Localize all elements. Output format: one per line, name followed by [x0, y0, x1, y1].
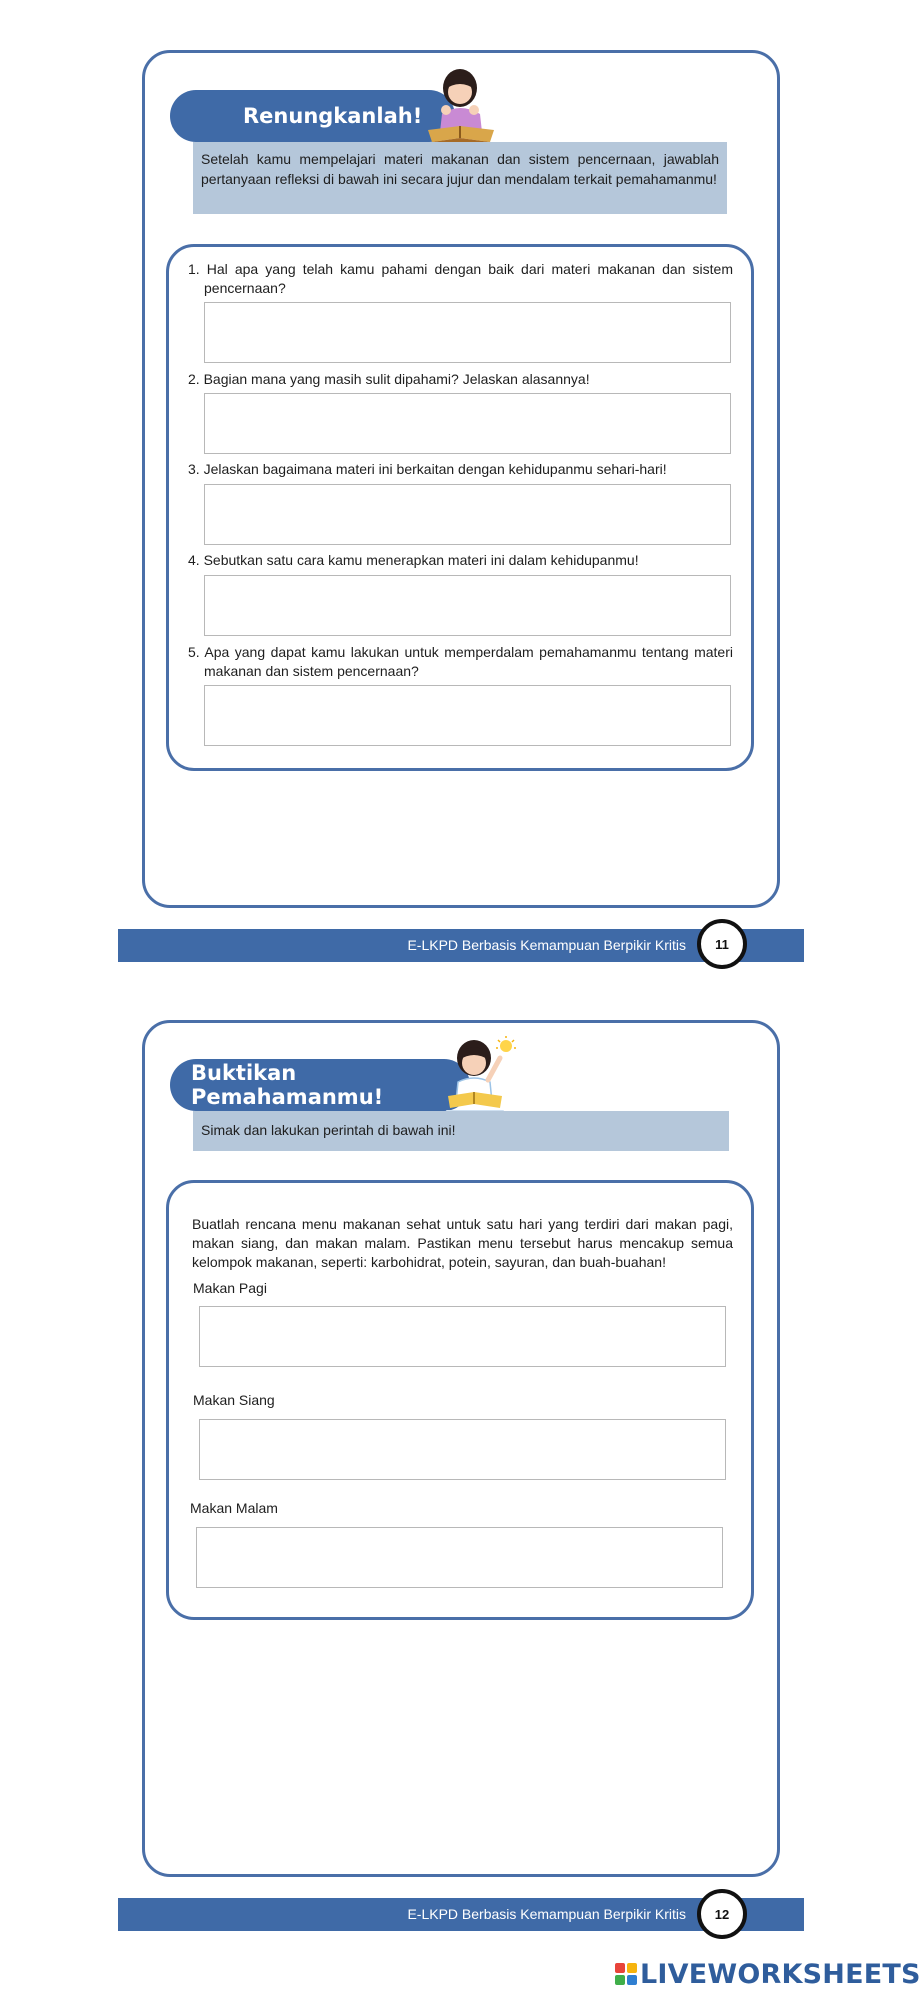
question-2: 2. Bagian mana yang masih sulit dipahami? Jelaskan alasannya!: [188, 371, 590, 387]
page-11-intro-text: Setelah kamu mempelajari materi makanan dan sistem pencernaan, jawablah pertanyaan refleksi di bawah ini secara jujur dan mendalam terkait pemahamanmu!: [201, 151, 719, 187]
question-3: 3. Jelaskan bagaimana materi ini berkaitan dengan kehidupanmu sehari-hari!: [188, 461, 667, 477]
question-1: 1. Hal apa yang telah kamu pahami dengan baik dari materi makanan dan sistem pencernaan?: [188, 261, 733, 296]
meal-answer-siang[interactable]: [199, 1419, 726, 1480]
logo-tile-yellow: [627, 1963, 637, 1973]
logo-tile-green: [615, 1975, 625, 1985]
meal-answer-malam[interactable]: [196, 1527, 723, 1588]
section-title-buktikan: [170, 1059, 470, 1111]
liveworksheets-logo-icon: [615, 1963, 637, 1985]
liveworksheets-brand[interactable]: [615, 1958, 921, 1990]
menu-instruction: Buatlah rencana menu makanan sehat untuk satu hari yang terdiri dari makan pagi, makan siang, dan makan malam. Pastikan menu tersebut harus mencakup semua kelompok makanan, seperti: karbohidrat, potein, sayuran, dan buah-buahan!: [192, 1216, 733, 1270]
meal-label-pagi: Makan Pagi: [193, 1280, 267, 1296]
girl-idea-illustration: [446, 1036, 518, 1114]
footer-text: E-LKPD Berbasis Kemampuan Berpikir Kritis: [407, 1906, 686, 1922]
girl-reading-illustration: [424, 68, 500, 148]
answer-box-4[interactable]: [204, 575, 731, 636]
answer-box-1[interactable]: [204, 302, 731, 363]
meal-label-malam: Makan Malam: [190, 1500, 278, 1516]
page-12-intro-text: Simak dan lakukan perintah di bawah ini!: [201, 1122, 456, 1138]
meal-answer-pagi[interactable]: [199, 1306, 726, 1367]
meal-label-siang: Makan Siang: [193, 1392, 275, 1408]
section-title-text: Renungkanlah!: [243, 104, 423, 128]
section-title-text: Buktikan Pemahamanmu!: [191, 1061, 384, 1109]
answer-box-3[interactable]: [204, 484, 731, 545]
page-12-intro: [193, 1111, 729, 1151]
footer-text: E-LKPD Berbasis Kemampuan Berpikir Kritis: [407, 937, 686, 953]
brand-name: LIVEWORKSHEETS: [640, 1958, 921, 1990]
page-number-12: 12: [697, 1889, 747, 1939]
logo-tile-blue: [627, 1975, 637, 1985]
logo-tile-red: [615, 1963, 625, 1973]
answer-box-5[interactable]: [204, 685, 731, 746]
page-number-11: 11: [697, 919, 747, 969]
section-title-renungkanlah: [170, 90, 455, 142]
page-11-intro: [193, 142, 727, 214]
question-5: 5. Apa yang dapat kamu lakukan untuk memperdalam pemahamanmu tentang materi makanan dan sistem pencernaan?: [188, 644, 733, 679]
answer-box-2[interactable]: [204, 393, 731, 454]
question-4: 4. Sebutkan satu cara kamu menerapkan materi ini dalam kehidupanmu!: [188, 552, 639, 568]
